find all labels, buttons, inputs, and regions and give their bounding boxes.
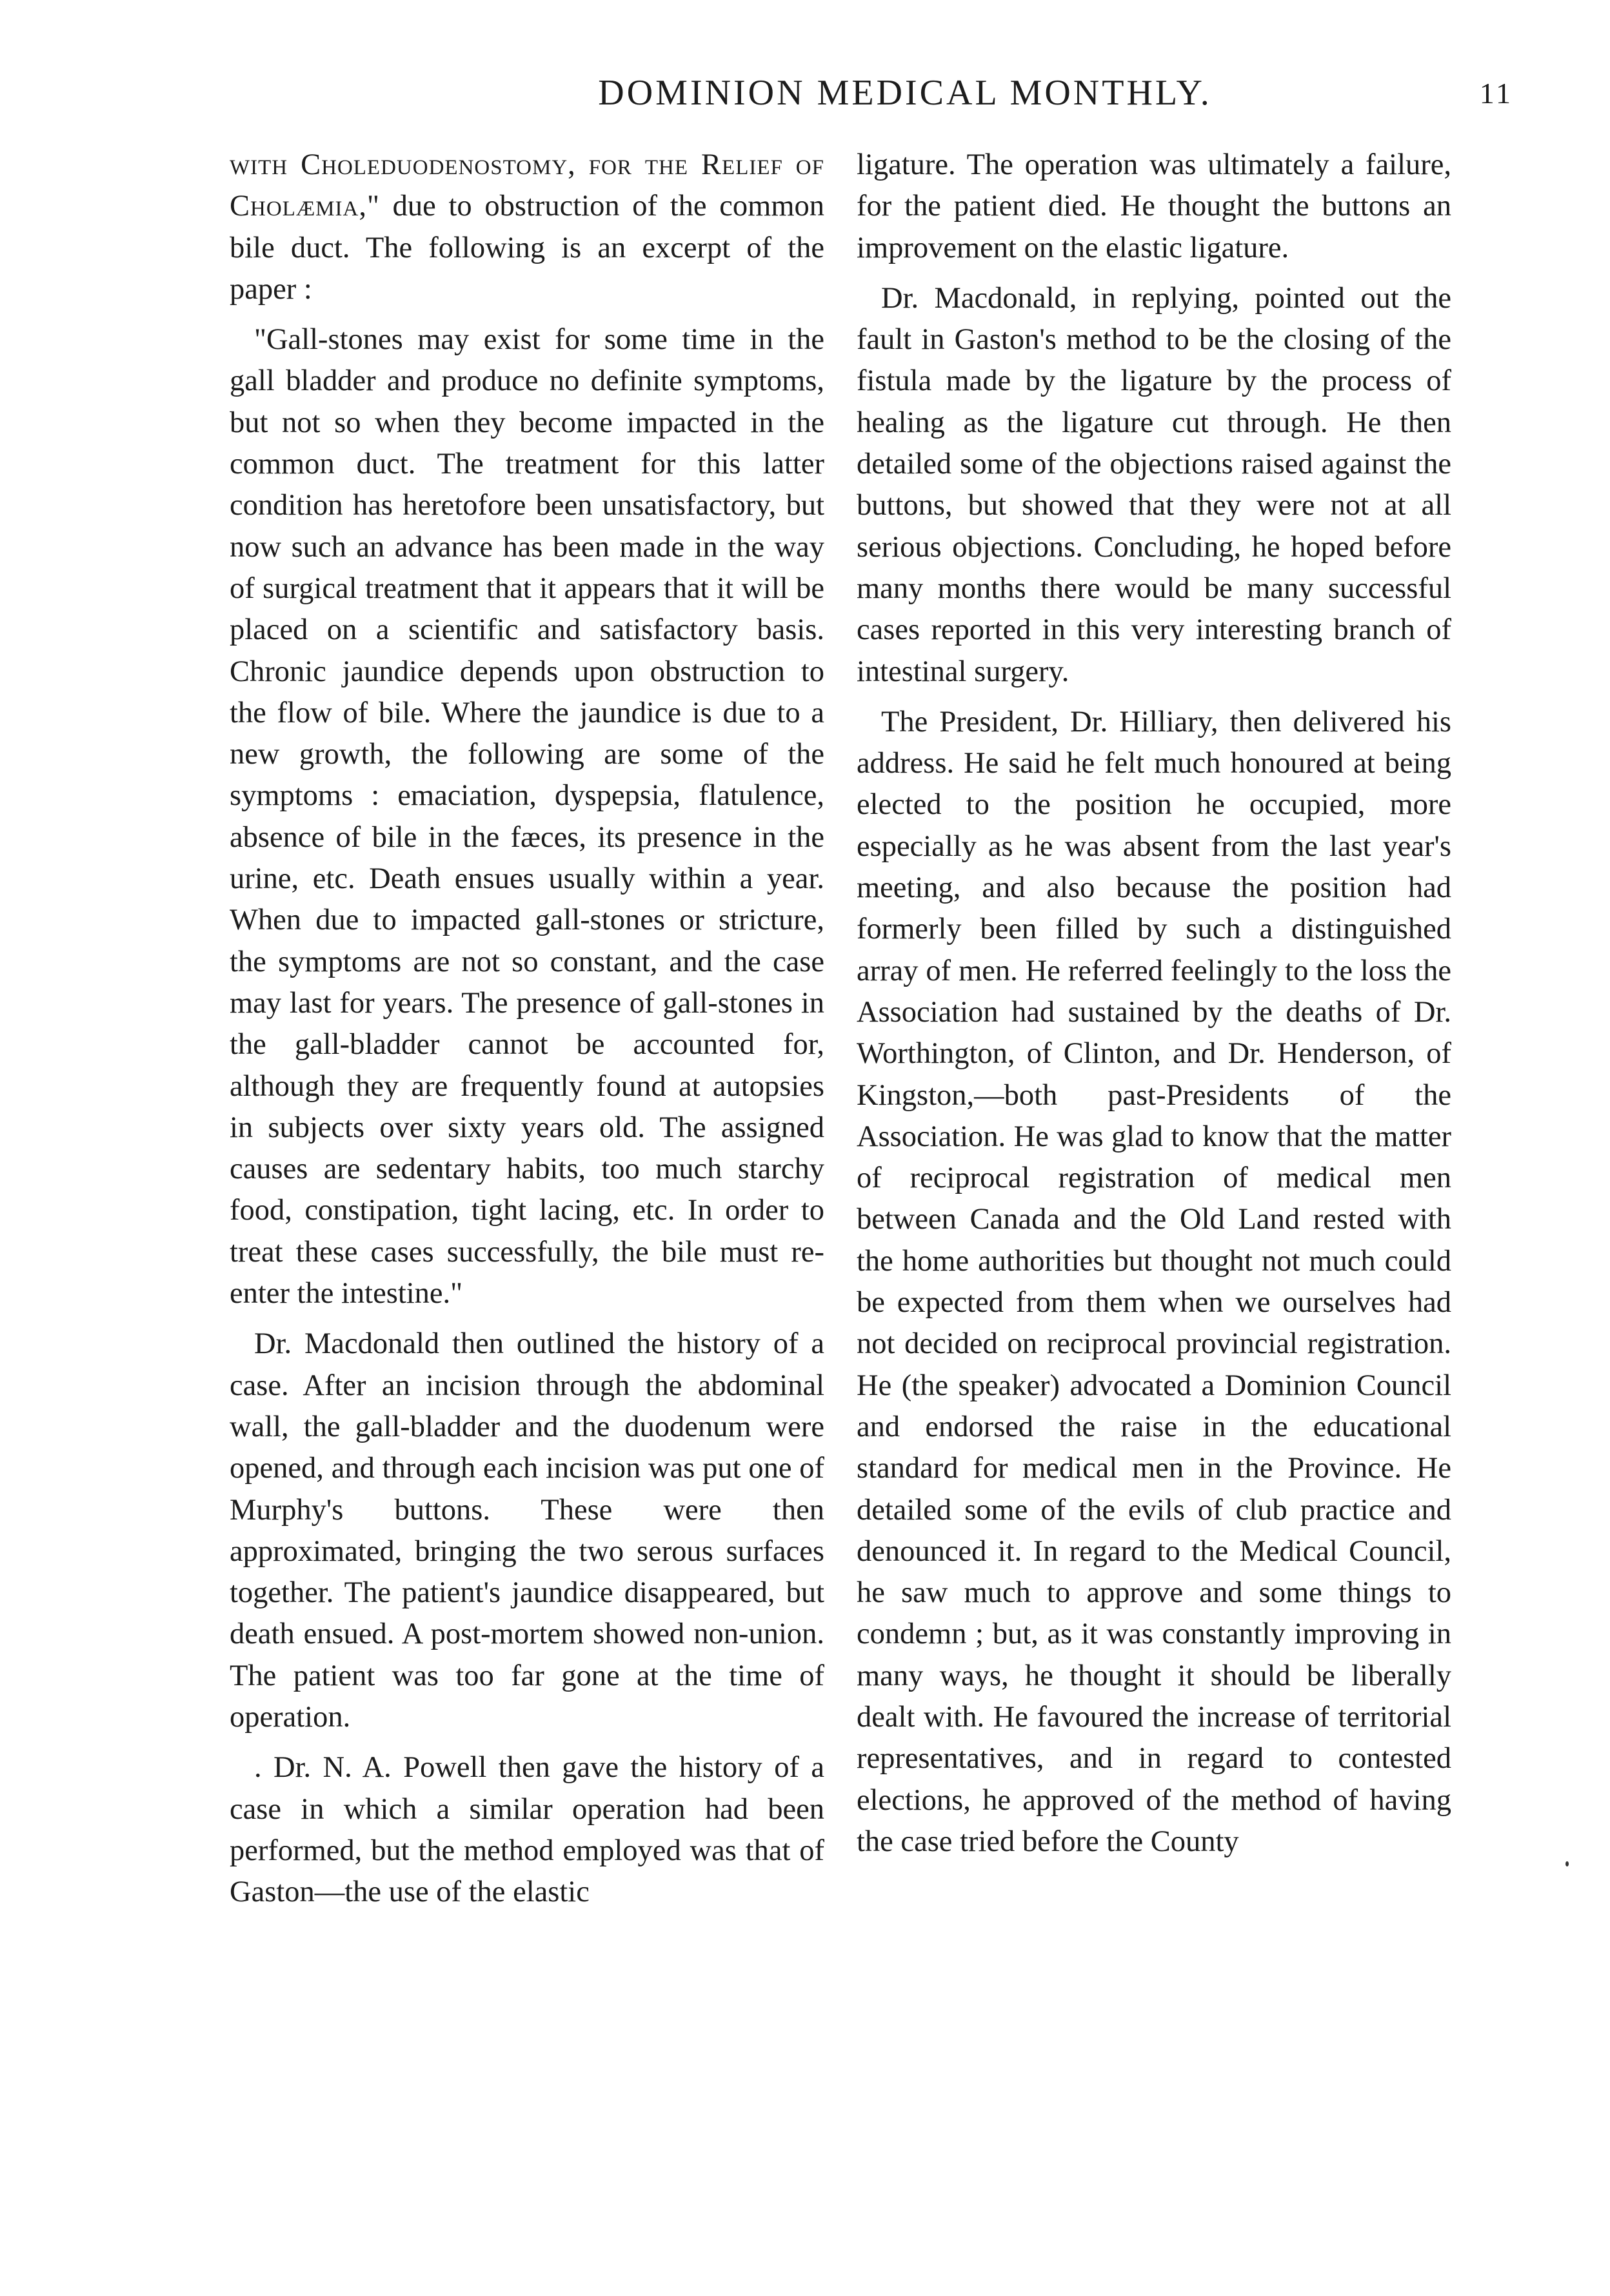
paragraph-ligature-continuation: ligature. The operation was ultimately a failure, for the patient died. He thought the buttons an improvement on the elastic ligature. [857, 148, 1451, 264]
paragraph-powell-case: . Dr. N. A. Powell then gave the history of a case in which a similar operation had been performed, but the method employed was that of Gaston—the use of the elastic [230, 1751, 824, 1909]
journal-title: DOMINION MEDICAL MONTHLY. [598, 73, 1212, 113]
left-column [230, 144, 824, 1922]
page-number: 11 [1479, 77, 1513, 110]
paragraph-excerpt-quote: "Gall-stones may exist for some time in the gall bladder and produce no definite symptoms, but not so when they become impacted in the common duct. The treatment for this latter condition has heretofore been unsatisfactory, but now such an advance has been made in the way of surgical treatment that it appears that it will be placed on a scientific and satisfactory basis. Chronic jaundice depends upon obstruction to the flow of bile. Where the jaundice is due to a new growth, the following are some of the symptoms : emaciation, dyspepsia, flatulence, absence of bile in the fæces, its presence in the urine, etc. Death ensues usually within a year. When due to impacted gall-stones or stricture, the symptoms are not so constant, and the case may last for years. The presence of gall-stones in the gall-bladder cannot be accounted for, although they are frequently found at autopsies in subjects over sixty years old. The assigned causes are sedentary habits, too much starchy food, constipation, tight lacing, etc. In order to treat these cases successfully, the bile must re-enter the intestine." [230, 323, 824, 1311]
paragraph-president-address: The President, Dr. Hilliary, then delivered his address. He said he felt much honoured at being elected to the position he occupied, more especially as he was absent from the last year's meeting, and also because the position had formerly been filled by such a distinguished array of men. He referred feelingly to the loss the Association had sustained by the deaths of Dr. Worthington, of Clinton, and Dr. Henderson, of Kingston,—both past-Presidents of the Association. He was glad to know that the matter of reciprocal registration of medical men between Canada and the Old Land rested with the home authorities but thought not much could be expected from them when we ourselves had not decided on reciprocal provincial registration. He (the speaker) advocated a Dominion Council and endorsed the raise in the educational standard for medical men in the Province. He detailed some of the evils of club practice and denounced it. In regard to the Medical Council, he saw much to approve and some things to condemn ; but, as it was constantly improving in many ways, he thought it should be liberally dealt with. He favoured the increase of territorial representatives, and in regard to contested elections, he approved of the method of having the case tried before the County [857, 705, 1451, 1858]
paragraph-macdonald-reply: Dr. Macdonald, in replying, pointed out the fault in Gaston's method to be the closing of the fistula made by the ligature by the process of healing as the ligature cut through. He then detailed some of the objections raised against the buttons, but showed that they were not at all serious objections. Concluding, he hoped before many months there would be many successful cases reported in this very interesting branch of intestinal surgery. [857, 281, 1451, 688]
paragraph-macdonald-case: Dr. Macdonald then outlined the history of a case. After an incision through the abdominal wall, the gall-bladder and the duodenum were opened, and through each incision was put one of Murphy's buttons. These were then approximated, bringing the two serous surfaces together. The patient's jaundice disappeared, but death ensued. A post-mortem showed non-union. The patient was too far gone at the time of operation. [230, 1327, 824, 1734]
ink-speck [1565, 1861, 1569, 1866]
paper-title-rest: due to obstruction of the common bile duct. The following is an excerpt of the paper : [230, 190, 824, 306]
paper-title-smallcaps: with Choleduodenostomy, for the Relief of Cholæmia," [230, 148, 824, 223]
running-head [219, 72, 1513, 124]
paragraph-paper-title-continuation [230, 144, 824, 310]
right-column [857, 144, 1451, 1872]
